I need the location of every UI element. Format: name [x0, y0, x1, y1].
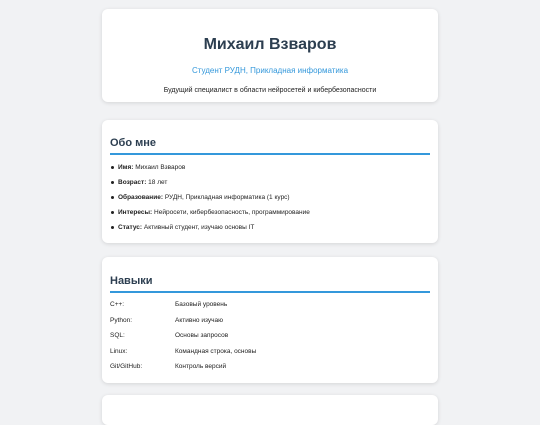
skill-name: Python: [110, 316, 133, 324]
profile-header-card [102, 9, 438, 102]
about-item-education [110, 194, 310, 201]
about-item-label: Образование: [118, 194, 164, 201]
skill-level: Основы запросов [175, 332, 229, 339]
about-item-age [110, 179, 310, 186]
skills-title: Навыки [110, 275, 430, 293]
about-item-interests [110, 209, 310, 216]
skill-name: Linux: [110, 347, 128, 355]
about-list [110, 164, 310, 239]
skills-section [102, 257, 438, 383]
about-item-label: Статус: [118, 224, 143, 231]
about-item-value: Михаил Взваров [135, 164, 186, 171]
skill-name: Git/GitHub: [110, 363, 143, 370]
skill-level: Командная строка, основы [175, 347, 257, 355]
profile-tagline: Будущий специалист в области нейросетей и кибербезопасности [163, 87, 377, 94]
about-title: Обо мне [110, 137, 430, 155]
about-item-label: Возраст: [118, 179, 147, 186]
next-section-card [102, 395, 438, 425]
about-item-value: Активный студент, изучаю основы IT [143, 224, 255, 231]
about-item-value: РУДН, Прикладная информатика (1 курс) [164, 194, 290, 201]
profile-subtitle: Студент РУДН, Прикладная информатика [191, 66, 349, 75]
profile-name: Михаил Взваров [203, 36, 337, 53]
about-item-value: 18 лет [148, 179, 168, 186]
skill-name: SQL: [110, 332, 125, 339]
about-item-label: Имя: [118, 164, 134, 171]
skill-level: Контроль версий [175, 363, 227, 370]
about-section [102, 120, 438, 243]
about-item-name [110, 164, 310, 171]
about-item-value: Нейросети, кибербезопасность, программирование [154, 209, 310, 216]
skill-level: Активно изучаю [175, 316, 223, 324]
skill-level: Базовый уровень [175, 301, 228, 308]
about-item-label: Интересы: [118, 209, 153, 216]
skill-name: C++: [110, 301, 125, 308]
about-item-status [110, 224, 310, 231]
